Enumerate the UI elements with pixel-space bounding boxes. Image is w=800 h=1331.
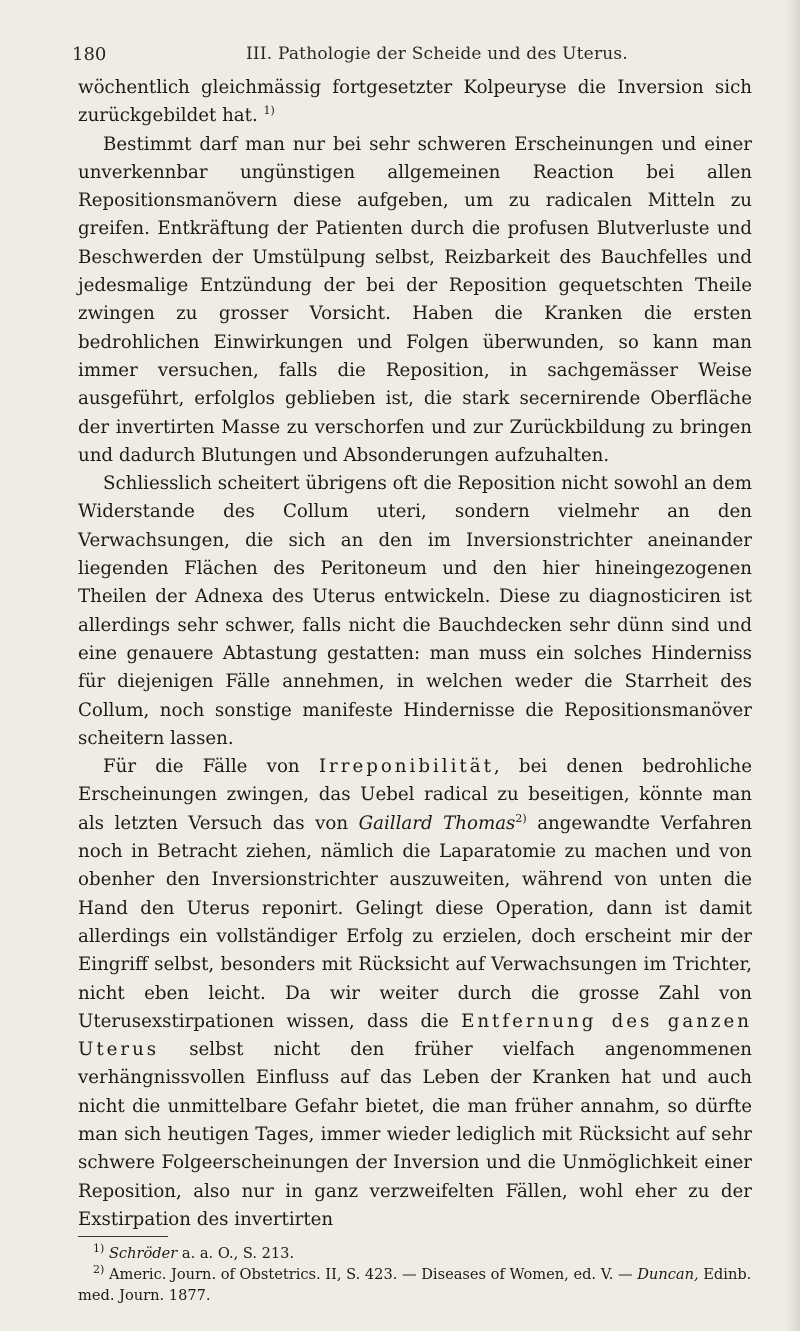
footnote-2 [78,1264,752,1306]
paragraph-4-text-b: , bei denen bedrohliche Erscheinungen zwingen, das Uebel radical zu beseitigen, könnte man als letzten Versuch das von [78,756,752,834]
footnote-ref-1: 1) [263,104,275,118]
page-edge-shadow [786,0,800,1331]
body-text [78,74,752,1234]
paragraph-2: Bestimmt darf man nur bei sehr schweren Erscheinungen und einer unverkennbar ungünstigen allgemeinen Reaction bei allen Repositionsmanövern diese aufgeben, um zu radicalen Mitteln zu greifen. Entkräftung der Patienten durch die profusen Blutverluste und Beschwerden der Umstülpung selbst, Reizbarkeit des Bauchfelles und jedesmalige Entzündung der bei der Reposition gequetschten Theile zwingen zu grosser Vorsicht. Haben die Kranken die ersten bedrohlichen Einwirkungen und Folgen überwunden, so kann man immer versuchen, falls die Reposition, in sachgemässer Weise ausgeführt, erfolglos geblieben ist, die stark secernirende Oberfläche der invertirten Masse zu verschorfen und zur Zurückbildung zu bringen und dadurch Blutungen und Absonderungen aufzuhalten. [78,133,752,466]
page-header [72,44,752,70]
paragraph-4-text-a: Für die Fälle von [103,756,300,778]
paragraph-4-text-c: angewandte Verfahren noch in Betracht ziehen, nämlich die Laparatomie zu machen und von obenher den Inversionstrichter auszuweiten, während von unten die Hand den Uterus reponirt. Gelingt diese Operation, dann ist damit allerdings ein vollständiger Erfolg zu erzielen, doch erscheint mir der Eingriff selbst, besonders mit Rücksicht auf Verwachsungen im Trichter, nicht eben leicht. Da wir weiter durch die grosse Zahl von Uterusexstirpationen wissen, dass die [78,812,752,1032]
paragraph-1 [78,74,752,131]
footnote-1-mark: 1) [93,1242,105,1256]
footnote-1-author: Schröder [108,1245,178,1263]
paragraph-1-text: wöchentlich gleichmässig fortgesetzter Kolpeuryse die Inversion sich zurückgebildet hat. [78,77,752,127]
footnote-2-mark: 2) [93,1263,105,1277]
footnote-ref-2: 2) [515,811,527,825]
paragraph-3: Schliesslich scheitert übrigens oft die Reposition nicht sowohl an dem Widerstande des Collum uteri, sondern vielmehr an den Verwachsungen, die sich an den im Inversionstrichter aneinander liegenden Flächen des Peritoneum und den hier hineingezogenen Theilen der Adnexa des Uterus entwickeln. Diese zu diagnosticiren ist allerdings sehr schwer, falls nicht die Bauchdecken sehr dünn sind und eine genauere Abtastung gestatten: man muss ein solches Hinderniss für diejenigen Fälle annehmen, in welchen weder die Starrheit des Collum, noch sonstige manifeste Hindernisse die Repositionsmanöver scheitern lassen. [78,473,752,749]
footnote-2-text-2: Edinb. med. Journ. 1877. [78,1266,752,1305]
paragraph-4-text-d: selbst nicht den früher vielfach angenommenen verhängnissvollen Einfluss auf das Leben der Kranken hat und auch nicht die unmittelbare Gefahr bietet, die man früher annahm, so dürfte man sich heutigen Tages, immer wieder lediglich mit Rücksicht auf sehr schwere Folgeerscheinungen der Inversion und die Unmöglichkeit einer Reposition, also nur in ganz verzweifelten Fällen, wohl eher zu der Exstirpation des invertirten [78,1039,752,1230]
footnote-2-author: Duncan, [637,1266,699,1284]
running-title: III. Pathologie der Scheide und des Uterus. [246,44,628,64]
footnotes [78,1243,752,1306]
footnote-2-text: Americ. Journ. of Obstetrics. II, S. 423. — Diseases of Women, ed. V. — [108,1266,633,1284]
author-gaillard-thomas: Gaillard Thomas [358,812,516,834]
emphasis-irreponibilitaet: Irreponibilität [318,756,494,778]
emphasis-entfernung: Entfernung des ganzen Uterus [78,1010,752,1061]
footnote-1 [78,1243,752,1264]
paragraph-4 [78,753,752,1234]
page-number: 180 [72,44,107,65]
footnote-1-text: a. a. O., S. 213. [181,1245,295,1263]
footnote-divider [78,1236,168,1237]
